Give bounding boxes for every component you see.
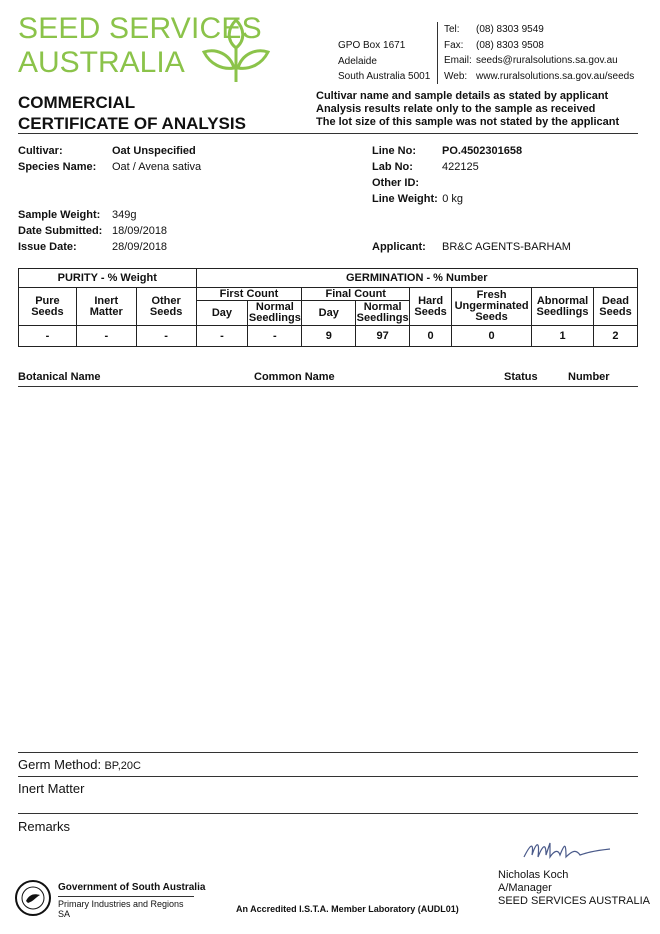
detail-label: Sample Weight: [18,209,101,221]
col-hard-seeds: Hard Seeds [410,288,452,326]
first-count-header: First Count [196,288,302,301]
note: Analysis results relate only to the sample as received [316,103,596,115]
details-right [372,141,571,253]
header-rule [18,133,638,134]
col-first-day: Day [196,301,248,326]
detail-label: Other ID: [372,177,420,189]
page-title [18,92,246,134]
detail-label: Line No: [372,145,416,157]
col-abnormal-seedlings: Abnormal Seedlings [532,288,594,326]
contact-label: Email: [444,55,472,66]
note: The lot size of this sample was not stated by the applicant [316,116,620,128]
number-header: Number [568,371,610,383]
status-header: Status [504,371,538,383]
address-line: Adelaide [338,55,377,67]
detail-value: PO.4502301658 [442,145,523,157]
gov-branding [58,882,205,919]
germ-method [18,757,141,772]
address-line: GPO Box 1671 [338,40,406,51]
col-dead-seeds: Dead Seeds [593,288,637,326]
results-table [18,268,638,347]
detail-value: 422125 [442,161,479,173]
table-cell: 9 [302,326,356,347]
gov-name: Government of South Australia [58,882,206,893]
address-line: South Australia 5001 [338,71,431,82]
remarks-label: Remarks [18,819,71,834]
section-rule [18,776,638,777]
contact-label: Web: [444,70,468,82]
postal-address [338,38,430,85]
germination-header: GERMINATION - % Number [196,269,637,288]
detail-value: Oat / Avena sativa [112,161,202,173]
gov-crest-icon [14,879,52,917]
detail-label: Applicant: [372,241,426,253]
detail-label: Cultivar: [18,145,63,157]
detail-value: 0 kg [442,193,464,205]
germ-method-value: BP,20C [104,760,141,772]
table-cell: - [76,326,136,347]
final-count-header: Final Count [302,288,410,301]
col-inert-matter: Inert Matter [76,288,136,326]
divider [437,22,438,84]
germ-method-label: Germ Method: [18,757,102,772]
botanical-rule [18,386,638,387]
detail-value: 18/09/2018 [112,225,168,237]
contact-block [444,22,634,84]
detail-label: Issue Date: [18,241,77,253]
signature-image [520,835,614,865]
detail-value: BR&C AGENTS-BARHAM [442,241,571,253]
note: Cultivar name and sample details as stated by applicant [316,90,609,102]
col-final-day: Day [302,301,356,326]
gov-dept: Primary Industries and Regions SA [58,896,194,919]
details-left [18,141,201,253]
signatory-name: Nicholas Koch [498,869,569,881]
accreditation: An Accredited I.S.T.A. Member Laboratory (AUDL01) [236,904,459,914]
table-cell: 0 [410,326,452,347]
title-line2: CERTIFICATE OF ANALYSIS [18,114,246,133]
logo-line2: AUSTRALIA [18,46,185,79]
contact-value: www.ruralsolutions.sa.gov.au/seeds [476,70,635,82]
col-fresh-ungerminated: Fresh Ungerminated Seeds [452,288,532,326]
table-cell: - [196,326,248,347]
contact-label: Fax: [444,39,464,51]
logo-line1: SEED SERVICES [18,12,262,45]
table-cell: 2 [593,326,637,347]
table-cell: 97 [356,326,410,347]
col-first-normal: Normal Seedlings [248,301,301,324]
section-rule [18,813,638,814]
table-cell: - [19,326,77,347]
signatory [498,869,650,908]
detail-value: 349g [112,209,137,221]
botanical-name-header: Botanical Name [18,371,101,383]
detail-value: 28/09/2018 [112,241,168,253]
col-other-seeds: Other Seeds [136,288,196,326]
detail-label: Date Submitted: [18,225,103,237]
table-cell: - [248,326,302,347]
detail-label: Line Weight: [372,193,438,205]
purity-header: PURITY - % Weight [19,269,197,288]
table-cell: 0 [452,326,532,347]
section-rule [18,752,638,753]
table-cell: - [136,326,196,347]
signatory-title: A/Manager [498,882,552,894]
detail-value: Oat Unspecified [112,145,196,157]
detail-label: Lab No: [372,161,413,173]
detail-label: Species Name: [18,161,97,173]
common-name-header: Common Name [254,371,335,383]
col-pure-seeds: Pure Seeds [19,288,77,326]
disclaimer-notes [316,90,619,129]
inert-matter-label: Inert Matter [18,781,85,796]
contact-value: (08) 8303 9549 [476,24,544,35]
signatory-org: SEED SERVICES AUSTRALIA [498,895,651,907]
contact-value: seeds@ruralsolutions.sa.gov.au [476,55,618,66]
contact-label: Tel: [444,24,460,35]
leaf-logo-icon [200,18,272,84]
col-final-normal: Normal Seedlings [356,301,409,324]
title-line1: COMMERCIAL [18,93,136,112]
table-cell: 1 [532,326,594,347]
contact-value: (08) 8303 9508 [476,39,544,51]
